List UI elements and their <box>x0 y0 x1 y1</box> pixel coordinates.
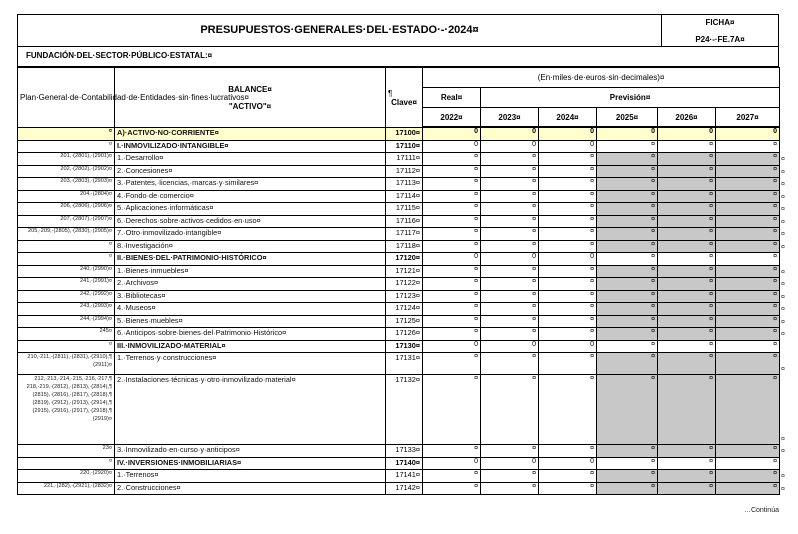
value-cell-2025[interactable]: ¤ <box>597 445 658 458</box>
value-cell-2023[interactable]: ¤ <box>481 303 539 316</box>
value-cell-2022[interactable]: ¤ <box>423 482 481 495</box>
value-cell-2024[interactable]: 0 <box>539 128 597 141</box>
value-cell-2023[interactable]: ¤ <box>481 278 539 291</box>
value-cell-2026[interactable]: ¤ <box>658 228 716 241</box>
clave-cell: 17111¤ <box>386 153 423 166</box>
value-cell-2022[interactable]: ¤ <box>423 470 481 483</box>
value-cell-2026[interactable]: ¤ <box>658 278 716 291</box>
value-cell-2023[interactable]: ¤ <box>481 482 539 495</box>
form-title: PRESUPUESTOS·GENERALES·DEL·ESTADO·-·2024¤ <box>18 15 662 46</box>
row-end-mark: ¤ <box>781 193 785 201</box>
table-row <box>18 328 780 341</box>
prevision-header: Previsión¤ <box>481 88 780 108</box>
value-cell-2022[interactable]: ¤ <box>423 353 481 375</box>
value-cell-2023[interactable]: 0 <box>481 457 539 470</box>
value-cell-2027[interactable]: ¤ <box>716 178 780 191</box>
value-cell-2022[interactable]: ¤ <box>423 178 481 191</box>
value-cell-2025[interactable]: ¤ <box>597 203 658 216</box>
balance-item-cell: 6.·Anticipos·sobre·bienes·del·Patrimonio·Histórico¤ <box>115 328 386 341</box>
table-row <box>18 253 780 266</box>
form-header <box>17 14 779 47</box>
clave-cell: 17142¤ <box>386 482 423 495</box>
table-row <box>18 470 780 483</box>
value-cell-2027[interactable]: ¤ <box>716 265 780 278</box>
table-row <box>18 375 780 445</box>
value-cell-2023[interactable]: ¤ <box>481 375 539 445</box>
value-cell-2025[interactable]: ¤ <box>597 482 658 495</box>
value-cell-2023[interactable]: ¤ <box>481 190 539 203</box>
value-cell-2024[interactable]: ¤ <box>539 165 597 178</box>
clave-cell: 17125¤ <box>386 315 423 328</box>
clave-cell: 17132¤ <box>386 375 423 445</box>
pgc-accounts-cell: 201,·(2801),·(2901)¤ <box>18 153 115 166</box>
value-cell-2025[interactable]: ¤ <box>597 228 658 241</box>
real-header: Real¤ <box>423 88 481 108</box>
value-cell-2025[interactable]: ¤ <box>597 265 658 278</box>
value-cell-2024[interactable]: ¤ <box>539 315 597 328</box>
pgc-accounts-cell: 207,·(2807),·(2907)¤ <box>18 215 115 228</box>
value-cell-2027[interactable]: ¤ <box>716 290 780 303</box>
table-row <box>18 315 780 328</box>
value-cell-2026[interactable]: ¤ <box>658 328 716 341</box>
balance-item-cell: 3.·Inmovilizado·en·curso·y·anticipos¤ <box>115 445 386 458</box>
value-cell-2026[interactable]: ¤ <box>658 153 716 166</box>
value-cell-2026[interactable]: ¤ <box>658 353 716 375</box>
value-cell-2027[interactable]: ¤ <box>716 140 780 153</box>
table-row <box>18 353 780 375</box>
value-cell-2023[interactable]: 0 <box>481 128 539 141</box>
value-cell-2025[interactable]: ¤ <box>597 340 658 353</box>
clave-cell: 17116¤ <box>386 215 423 228</box>
row-end-mark: ¤ <box>781 156 785 163</box>
value-cell-2027[interactable]: ¤ <box>716 165 780 178</box>
value-cell-2027[interactable]: ¤ <box>716 315 780 328</box>
balance-item-cell: 1.·Bienes·inmuebles¤ <box>115 265 386 278</box>
value-cell-2027[interactable]: ¤ <box>716 328 780 341</box>
value-cell-2027[interactable]: ¤ <box>716 253 780 266</box>
pgc-accounts-cell: ¤ <box>18 128 115 141</box>
value-cell-2022[interactable]: ¤ <box>423 265 481 278</box>
value-cell-2026[interactable]: ¤ <box>658 265 716 278</box>
pgc-accounts-cell: ¤ <box>18 340 115 353</box>
value-cell-2027[interactable]: ¤ <box>716 445 780 458</box>
value-cell-2023[interactable]: ¤ <box>481 240 539 253</box>
value-cell-2026[interactable]: ¤ <box>658 445 716 458</box>
balance-item-cell: IV.·INVERSIONES·INMOBILIARIAS¤ <box>115 457 386 470</box>
value-cell-2027[interactable]: ¤ <box>716 470 780 483</box>
clave-cell: 17124¤ <box>386 303 423 316</box>
value-cell-2027[interactable]: ¤ <box>716 353 780 375</box>
value-cell-2026[interactable]: ¤ <box>658 482 716 495</box>
clave-cell: 17130¤ <box>386 340 423 353</box>
pgc-accounts-cell: 240,·(2990)¤ <box>18 265 115 278</box>
value-cell-2024[interactable]: ¤ <box>539 278 597 291</box>
value-cell-2023[interactable]: ¤ <box>481 165 539 178</box>
value-cell-2027[interactable]: ¤ <box>716 240 780 253</box>
value-cell-2026[interactable]: ¤ <box>658 457 716 470</box>
value-cell-2025[interactable]: ¤ <box>597 153 658 166</box>
value-cell-2022[interactable]: ¤ <box>423 153 481 166</box>
value-cell-2026[interactable]: ¤ <box>658 375 716 445</box>
table-row <box>18 203 780 216</box>
value-cell-2026[interactable]: ¤ <box>658 290 716 303</box>
value-cell-2027[interactable]: ¤ <box>716 457 780 470</box>
value-cell-2023[interactable]: ¤ <box>481 328 539 341</box>
value-cell-2024[interactable]: ¤ <box>539 228 597 241</box>
value-cell-2022[interactable]: ¤ <box>423 328 481 341</box>
value-cell-2022[interactable]: ¤ <box>423 165 481 178</box>
row-end-mark: ¤ <box>781 365 785 373</box>
value-cell-2025[interactable]: ¤ <box>597 140 658 153</box>
value-cell-2023[interactable]: ¤ <box>481 178 539 191</box>
pgc-accounts-cell: 220,·(2920)¤ <box>18 470 115 483</box>
value-cell-2024[interactable]: 0 <box>539 457 597 470</box>
row-end-mark: ¤ <box>781 318 785 326</box>
pgc-accounts-cell: 205,·209,·(2805),·(2830),·(2905)¤ <box>18 228 115 241</box>
value-cell-2027[interactable]: 0 <box>716 128 780 141</box>
value-cell-2022[interactable]: ¤ <box>423 190 481 203</box>
row-end-mark: ¤ <box>781 181 785 188</box>
value-cell-2023[interactable]: 0 <box>481 253 539 266</box>
pgc-accounts-cell: 202,·(2802),·(2902)¤ <box>18 165 115 178</box>
value-cell-2027[interactable]: ¤ <box>716 482 780 495</box>
clave-cell: 17123¤ <box>386 290 423 303</box>
clave-cell: 17131¤ <box>386 353 423 375</box>
value-cell-2022[interactable]: 0 <box>423 140 481 153</box>
balance-item-cell: 3.·Patentes,·licencias,·marcas·y·similares¤ <box>115 178 386 191</box>
pgc-column-header: Plan·General·de·Contabilidad·de·Entidades·sin·fines·lucrativos¤ <box>18 68 115 128</box>
balance-item-cell: III.·INMOVILIZADO·MATERIAL¤ <box>115 340 386 353</box>
value-cell-2025[interactable]: ¤ <box>597 290 658 303</box>
pgc-accounts-cell: 204,·(2804)¤ <box>18 190 115 203</box>
balance-item-cell: 8.·Investigación¤ <box>115 240 386 253</box>
year-2027-header: 2027¤ <box>716 108 780 127</box>
row-end-mark: ¤ <box>781 218 785 226</box>
clave-cell: 17120¤ <box>386 253 423 266</box>
balance-item-cell: II.·BIENES·DEL·PATRIMONIO·HISTÓRICO¤ <box>115 253 386 266</box>
pgc-accounts-cell: 241,·(2991)¤ <box>18 278 115 291</box>
year-2025-header: 2025¤ <box>597 108 658 127</box>
year-2024-header: 2024¤ <box>539 108 597 127</box>
value-cell-2025[interactable]: 0 <box>597 128 658 141</box>
year-2026-header: 2026¤ <box>658 108 716 127</box>
value-cell-2024[interactable]: ¤ <box>539 190 597 203</box>
value-cell-2026[interactable]: ¤ <box>658 253 716 266</box>
table-row <box>18 457 780 470</box>
pgc-accounts-cell: 210,·211,·(2811),·(2831),·(2910),¶ (2911)¤ <box>18 353 115 375</box>
clave-cell: 17112¤ <box>386 165 423 178</box>
year-2023-header: 2023¤ <box>481 108 539 127</box>
value-cell-2023[interactable]: ¤ <box>481 203 539 216</box>
value-cell-2022[interactable]: 0 <box>423 253 481 266</box>
value-cell-2024[interactable]: ¤ <box>539 265 597 278</box>
value-cell-2022[interactable]: ¤ <box>423 290 481 303</box>
value-cell-2026[interactable]: ¤ <box>658 178 716 191</box>
value-cell-2024[interactable]: ¤ <box>539 470 597 483</box>
row-end-mark: ¤ <box>781 243 785 251</box>
row-end-mark: ¤ <box>781 331 785 338</box>
value-cell-2024[interactable]: ¤ <box>539 303 597 316</box>
value-cell-2023[interactable]: ¤ <box>481 445 539 458</box>
ficha-label: FICHA¤ <box>705 18 735 27</box>
table-row <box>18 265 780 278</box>
value-cell-2027[interactable]: ¤ <box>716 375 780 445</box>
value-cell-2022[interactable]: 0 <box>423 457 481 470</box>
clave-column-header <box>386 68 423 128</box>
value-cell-2024[interactable]: ¤ <box>539 353 597 375</box>
value-cell-2027[interactable]: ¤ <box>716 203 780 216</box>
value-cell-2025[interactable]: ¤ <box>597 457 658 470</box>
balance-item-cell: 2.·Archivos¤ <box>115 278 386 291</box>
value-cell-2023[interactable]: ¤ <box>481 153 539 166</box>
table-row <box>18 165 780 178</box>
row-end-mark: ¤ <box>781 306 785 313</box>
row-end-mark: ¤ <box>781 281 785 288</box>
table-row <box>18 190 780 203</box>
entity-label: FUNDACIÓN·DEL·SECTOR·PÚBLICO·ESTATAL:¤ <box>17 47 779 67</box>
clave-cell: 17133¤ <box>386 445 423 458</box>
value-cell-2023[interactable]: ¤ <box>481 315 539 328</box>
value-cell-2025[interactable]: ¤ <box>597 178 658 191</box>
pgc-accounts-cell: ¤ <box>18 253 115 266</box>
balance-item-cell: 2.·Construcciones¤ <box>115 482 386 495</box>
clave-header-text: Clave¤ <box>391 97 417 107</box>
value-cell-2024[interactable]: ¤ <box>539 240 597 253</box>
balance-item-cell: 4.·Museos¤ <box>115 303 386 316</box>
value-cell-2023[interactable]: ¤ <box>481 265 539 278</box>
value-cell-2023[interactable]: 0 <box>481 340 539 353</box>
row-end-mark: ¤ <box>781 448 785 455</box>
row-end-mark: ¤ <box>781 435 785 443</box>
balance-item-cell: A)·ACTIVO·NO·CORRIENTE¤ <box>115 128 386 141</box>
balance-item-cell: 5.·Bienes·muebles¤ <box>115 315 386 328</box>
pgc-accounts-cell: 23¤ <box>18 445 115 458</box>
value-cell-2023[interactable]: ¤ <box>481 215 539 228</box>
value-cell-2022[interactable]: ¤ <box>423 315 481 328</box>
row-end-mark: ¤ <box>781 231 785 238</box>
value-cell-2026[interactable]: ¤ <box>658 190 716 203</box>
table-row <box>18 140 780 153</box>
balance-item-cell: 2.·Instalaciones·técnicas·y·otro·inmovilizado·material¤ <box>115 375 386 445</box>
balance-item-cell: I.·INMOVILIZADO·INTANGIBLE¤ <box>115 140 386 153</box>
pgc-accounts-cell: 244,·(2994)¤ <box>18 315 115 328</box>
activo-header-text: "ACTIVO"¤ <box>228 101 272 111</box>
value-cell-2026[interactable]: ¤ <box>658 215 716 228</box>
row-end-mark: ¤ <box>781 473 785 480</box>
value-cell-2023[interactable]: ¤ <box>481 228 539 241</box>
value-cell-2025[interactable]: ¤ <box>597 165 658 178</box>
value-cell-2026[interactable]: ¤ <box>658 340 716 353</box>
value-cell-2027[interactable]: ¤ <box>716 153 780 166</box>
clave-cell: 17118¤ <box>386 240 423 253</box>
units-header: (En·miles·de·euros·sin·decimales)¤ <box>423 68 780 88</box>
table-row <box>18 228 780 241</box>
clave-cell: 17126¤ <box>386 328 423 341</box>
table-row <box>18 340 780 353</box>
value-cell-2026[interactable]: ¤ <box>658 140 716 153</box>
value-cell-2022[interactable]: ¤ <box>423 278 481 291</box>
pgc-accounts-cell: 245¤ <box>18 328 115 341</box>
value-cell-2022[interactable]: ¤ <box>423 240 481 253</box>
value-cell-2027[interactable]: ¤ <box>716 228 780 241</box>
value-cell-2022[interactable]: 0 <box>423 340 481 353</box>
row-end-mark: ¤ <box>781 485 785 493</box>
balance-item-cell: 1.·Terrenos¤ <box>115 470 386 483</box>
table-row <box>18 290 780 303</box>
value-cell-2024[interactable]: ¤ <box>539 215 597 228</box>
balance-item-cell: 3.·Bibliotecas¤ <box>115 290 386 303</box>
value-cell-2022[interactable]: ¤ <box>423 203 481 216</box>
balance-item-cell: 1.·Terrenos·y·construcciones¤ <box>115 353 386 375</box>
row-end-mark: ¤ <box>781 293 785 301</box>
balance-item-cell: 4.·Fondo·de·comercio¤ <box>115 190 386 203</box>
value-cell-2025[interactable]: ¤ <box>597 278 658 291</box>
value-cell-2025[interactable]: ¤ <box>597 190 658 203</box>
value-cell-2025[interactable]: ¤ <box>597 328 658 341</box>
continua-note: …Continúa <box>743 507 779 514</box>
table-row <box>18 303 780 316</box>
balance-item-cell: 2.·Concesiones¤ <box>115 165 386 178</box>
value-cell-2025[interactable]: ¤ <box>597 253 658 266</box>
value-cell-2022[interactable]: ¤ <box>423 215 481 228</box>
value-cell-2027[interactable]: ¤ <box>716 303 780 316</box>
pgc-accounts-cell: 203,·(2803),·(2903)¤ <box>18 178 115 191</box>
value-cell-2026[interactable]: ¤ <box>658 240 716 253</box>
value-cell-2024[interactable]: ¤ <box>539 178 597 191</box>
value-cell-2023[interactable]: ¤ <box>481 290 539 303</box>
value-cell-2024[interactable]: 0 <box>539 140 597 153</box>
pgc-accounts-cell: 212,·213,·214,·215,·216,·217,¶ 218,·219,·(2812),·(2813),·(2814),¶ (2815),·(2816),·(2817),·(2818),¶ (2819),·(2912),·(2913),·(2914),¶ (2915),·(2916),·(2917),·(2918),¶ (2919)¤ <box>18 375 115 445</box>
value-cell-2022[interactable]: ¤ <box>423 303 481 316</box>
clave-cell: 17122¤ <box>386 278 423 291</box>
clave-cell: 17117¤ <box>386 228 423 241</box>
table-row <box>18 178 780 191</box>
value-cell-2022[interactable]: 0 <box>423 128 481 141</box>
pgc-accounts-cell: 206,·(2806),·(2906)¤ <box>18 203 115 216</box>
clave-cell: 17121¤ <box>386 265 423 278</box>
row-end-mark: ¤ <box>781 206 785 213</box>
value-cell-2025[interactable]: ¤ <box>597 303 658 316</box>
value-cell-2026[interactable]: ¤ <box>658 315 716 328</box>
value-cell-2023[interactable]: 0 <box>481 140 539 153</box>
value-cell-2025[interactable]: ¤ <box>597 215 658 228</box>
value-cell-2025[interactable]: ¤ <box>597 353 658 375</box>
pgc-accounts-cell: 243,·(2993)¤ <box>18 303 115 316</box>
value-cell-2024[interactable]: ¤ <box>539 482 597 495</box>
value-cell-2027[interactable]: ¤ <box>716 278 780 291</box>
pgc-accounts-cell: 242,·(2992)¤ <box>18 290 115 303</box>
clave-pilcrow: ¶ <box>388 88 393 98</box>
pgc-accounts-cell: 221,·(282),·(2921),·(2832)¤ <box>18 482 115 495</box>
value-cell-2025[interactable]: ¤ <box>597 240 658 253</box>
balance-header-text: BALANCE¤ <box>228 84 272 94</box>
value-cell-2025[interactable]: ¤ <box>597 375 658 445</box>
value-cell-2024[interactable]: ¤ <box>539 328 597 341</box>
table-row <box>18 128 780 141</box>
value-cell-2026[interactable]: ¤ <box>658 203 716 216</box>
row-end-mark: ¤ <box>781 168 785 176</box>
value-cell-2026[interactable]: ¤ <box>658 165 716 178</box>
value-cell-2025[interactable]: ¤ <box>597 315 658 328</box>
value-cell-2024[interactable]: ¤ <box>539 445 597 458</box>
clave-cell: 17140¤ <box>386 457 423 470</box>
value-cell-2024[interactable]: 0 <box>539 253 597 266</box>
clave-cell: 17110¤ <box>386 140 423 153</box>
value-cell-2024[interactable]: ¤ <box>539 153 597 166</box>
clave-cell: 17141¤ <box>386 470 423 483</box>
value-cell-2023[interactable]: ¤ <box>481 470 539 483</box>
pgc-accounts-cell: ¤ <box>18 240 115 253</box>
table-row <box>18 278 780 291</box>
value-cell-2027[interactable]: ¤ <box>716 215 780 228</box>
clave-cell: 17100¤ <box>386 128 423 141</box>
table-row <box>18 153 780 166</box>
year-2022-header: 2022¤ <box>423 108 481 127</box>
clave-cell: 17114¤ <box>386 190 423 203</box>
value-cell-2026[interactable]: 0 <box>658 128 716 141</box>
value-cell-2027[interactable]: ¤ <box>716 340 780 353</box>
value-cell-2022[interactable]: ¤ <box>423 228 481 241</box>
pgc-accounts-cell: ¤ <box>18 457 115 470</box>
value-cell-2022[interactable]: ¤ <box>423 445 481 458</box>
value-cell-2026[interactable]: ¤ <box>658 303 716 316</box>
value-cell-2024[interactable]: ¤ <box>539 375 597 445</box>
value-cell-2027[interactable]: ¤ <box>716 190 780 203</box>
row-end-mark: ¤ <box>781 268 785 276</box>
value-cell-2026[interactable]: ¤ <box>658 470 716 483</box>
value-cell-2024[interactable]: ¤ <box>539 203 597 216</box>
balance-item-cell: 7.·Otro·inmovilizado·intangible¤ <box>115 228 386 241</box>
clave-cell: 17115¤ <box>386 203 423 216</box>
table-row <box>18 445 780 458</box>
balance-item-cell: 6.·Derechos·sobre·activos·cedidos·en·uso¤ <box>115 215 386 228</box>
value-cell-2024[interactable]: ¤ <box>539 290 597 303</box>
balance-item-cell: 5.·Aplicaciones·informáticas¤ <box>115 203 386 216</box>
value-cell-2025[interactable]: ¤ <box>597 470 658 483</box>
table-row <box>18 240 780 253</box>
ficha-code: P24·-·FE.7A¤ <box>695 35 745 44</box>
value-cell-2024[interactable]: 0 <box>539 340 597 353</box>
balance-table <box>17 67 780 495</box>
table-row <box>18 215 780 228</box>
balance-item-cell: 1.·Desarrollo¤ <box>115 153 386 166</box>
value-cell-2022[interactable]: ¤ <box>423 375 481 445</box>
table-row <box>18 482 780 495</box>
clave-cell: 17113¤ <box>386 178 423 191</box>
pgc-accounts-cell: ¤ <box>18 140 115 153</box>
value-cell-2023[interactable]: ¤ <box>481 353 539 375</box>
